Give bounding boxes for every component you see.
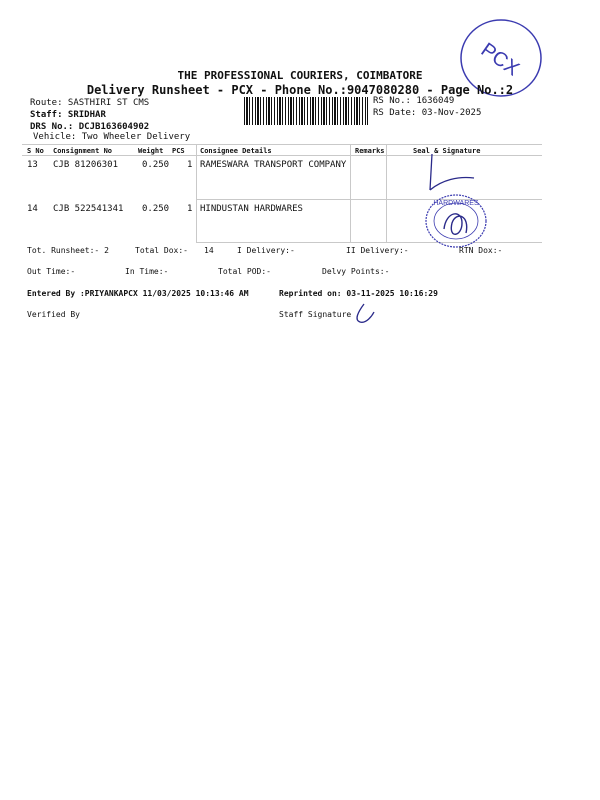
staff-info: Staff: SRIDHAR	[30, 110, 106, 120]
seal-stamp-text: HARDWARES	[433, 200, 479, 207]
row-14-sno: 14	[27, 204, 38, 214]
row-14-consignee: HINDUSTAN HARDWARES	[200, 204, 303, 214]
rs-number: RS No.: 1636049	[373, 96, 455, 106]
reprinted-on: Reprinted on: 03-11-2025 10:16:29	[279, 289, 438, 298]
col-header-consignment: Consignment No	[53, 147, 113, 155]
in-time: In Time:-	[125, 267, 169, 276]
row-13-weight: 0.250	[142, 160, 170, 170]
ii-delivery: II Delivery:-	[346, 246, 409, 255]
col-header-sno: S No	[27, 147, 44, 155]
row-13-pcs: 1	[187, 160, 193, 170]
i-delivery: I Delivery:-	[237, 246, 295, 255]
verified-by: Verified By	[27, 310, 80, 319]
col-header-weight: Weight	[138, 147, 164, 155]
col-header-pcs: PCS	[172, 147, 185, 155]
total-pod: Total POD:-	[218, 267, 271, 276]
drs-number: DRS No.: DCJB163604902	[30, 122, 150, 132]
table-divider	[350, 145, 351, 242]
row-14-pcs: 1	[187, 204, 193, 214]
tot-runsheet: Tot. Runsheet:- 2	[27, 246, 109, 255]
pcx-stamp-text: PCX	[476, 38, 524, 81]
row-13-sno: 13	[27, 160, 38, 170]
col-header-consignee: Consignee Details	[200, 147, 272, 155]
handwritten-signature	[418, 150, 488, 198]
staff-signature-label: Staff Signature	[279, 310, 352, 319]
barcode	[244, 97, 368, 125]
delvy-points: Delvy Points:-	[322, 267, 390, 276]
row-13-consignee: RAMESWARA TRANSPORT COMPANY	[200, 160, 347, 170]
seal-stamp	[418, 193, 496, 249]
rtn-dox: RTN Dox:-	[459, 246, 503, 255]
rs-date: RS Date: 03-Nov-2025	[373, 108, 482, 118]
staff-signature-mark	[352, 302, 378, 326]
route-info: Route: SASTHIRI ST CMS	[30, 98, 150, 108]
entered-by: Entered By :PRIYANKAPCX 11/03/2025 10:13:46 AM	[27, 289, 249, 298]
table-divider	[196, 145, 197, 242]
row-13-consignment: CJB 81206301	[53, 160, 119, 170]
runsheet-subtitle: Delivery Runsheet - PCX - Phone No.:9047080280 - Page No.:2	[86, 83, 514, 97]
total-dox-label: Total Dox:-	[135, 246, 188, 255]
table-divider	[386, 145, 387, 242]
company-title: THE PROFESSIONAL COURIERS, COIMBATORE	[177, 69, 423, 82]
out-time: Out Time:-	[27, 267, 76, 276]
vehicle-info: Vehicle: Two Wheeler Delivery	[33, 132, 191, 142]
row-14-consignment: CJB 522541341	[53, 204, 124, 214]
col-header-remarks: Remarks	[355, 147, 385, 155]
col-header-seal: Seal & Signature	[413, 147, 481, 155]
total-dox-value: 14	[204, 246, 214, 255]
table-top-line	[22, 144, 542, 145]
row-14-weight: 0.250	[142, 204, 170, 214]
